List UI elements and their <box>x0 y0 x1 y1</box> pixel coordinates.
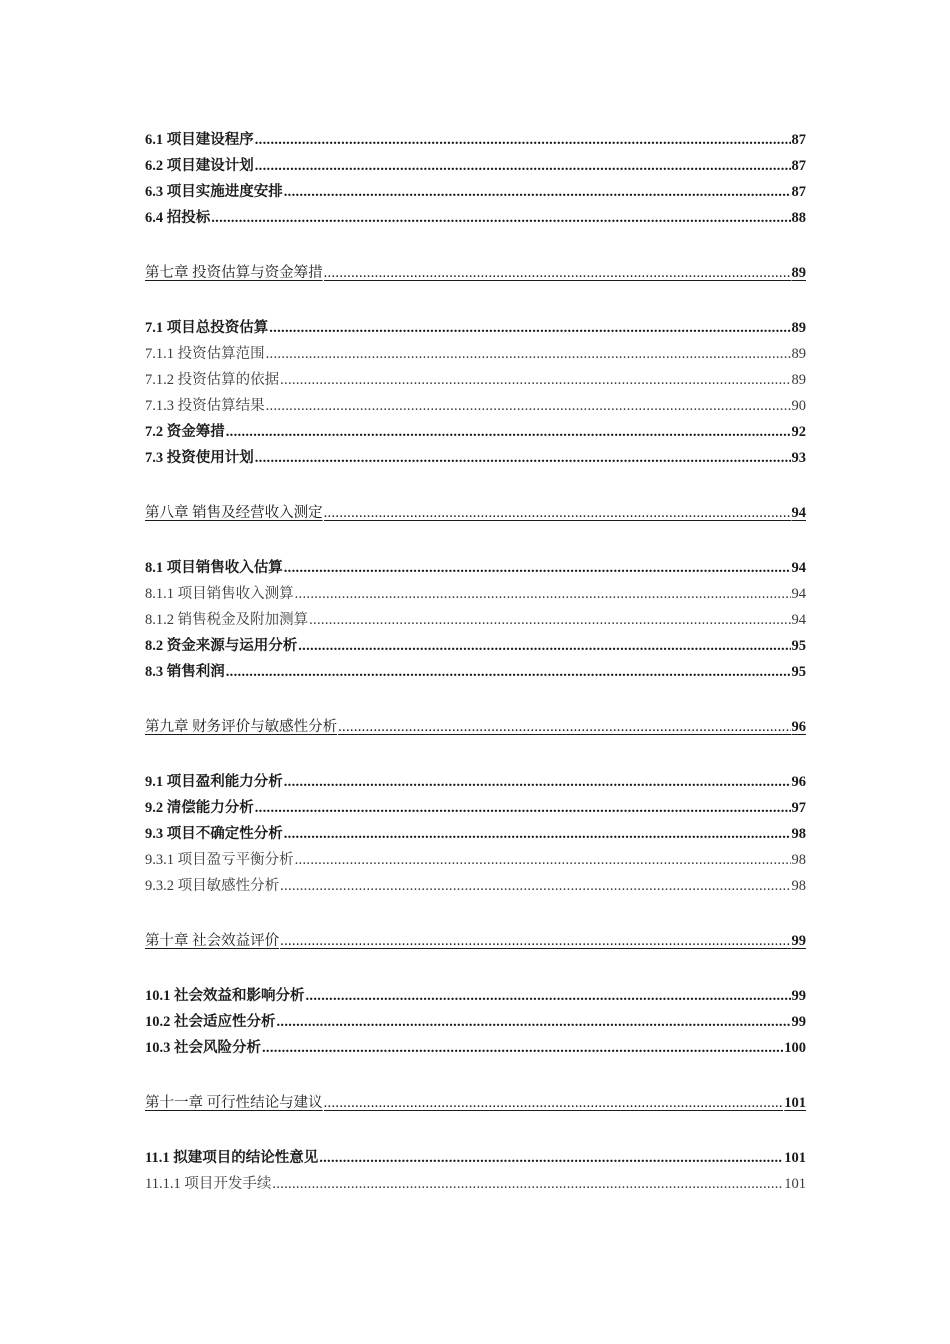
spacer <box>145 1061 806 1090</box>
toc-entry-label: 第九章 财务评价与敏感性分析 <box>145 719 338 735</box>
toc-page-number: 89 <box>791 265 806 281</box>
toc-section-entry[interactable] <box>145 1009 806 1035</box>
toc-page-number: 94 <box>791 586 806 602</box>
toc-section-entry[interactable] <box>145 179 806 205</box>
toc-section-entry[interactable] <box>145 555 806 581</box>
toc-entry-label: 10.1 社会效益和影响分析 <box>145 988 305 1004</box>
toc-section-entry[interactable] <box>145 127 806 153</box>
toc-subsection-entry[interactable] <box>145 847 806 873</box>
toc-page-number: 94 <box>791 612 806 628</box>
dot-leader <box>272 1171 783 1197</box>
dot-leader <box>226 659 791 685</box>
toc-chapter-entry[interactable] <box>145 1090 806 1116</box>
toc-entry-label: 9.3 项目不确定性分析 <box>145 826 283 842</box>
toc-entry-label: 8.1.1 项目销售收入测算 <box>145 586 294 602</box>
toc-entry-label: 8.2 资金来源与运用分析 <box>145 638 298 654</box>
toc-page-number: 94 <box>791 505 806 521</box>
dot-leader <box>284 769 791 795</box>
toc-entry-label: 9.3.2 项目敏感性分析 <box>145 878 280 894</box>
toc-entry-label: 第七章 投资估算与资金筹措 <box>145 265 323 281</box>
toc-entry-label: 7.1.2 投资估算的依据 <box>145 372 280 388</box>
dot-leader <box>298 633 790 659</box>
toc-page-number: 93 <box>791 450 806 466</box>
toc-section-entry[interactable] <box>145 769 806 795</box>
toc-page-number: 87 <box>791 132 806 148</box>
dot-leader <box>277 1009 791 1035</box>
toc-section-entry[interactable] <box>145 821 806 847</box>
toc-page-number: 95 <box>791 664 806 680</box>
spacer <box>145 740 806 769</box>
toc-chapter-entry[interactable] <box>145 500 806 526</box>
toc-page-number: 101 <box>784 1150 806 1166</box>
toc-page-number: 87 <box>791 184 806 200</box>
toc-entry-label: 9.2 清偿能力分析 <box>145 800 254 816</box>
dot-leader <box>262 1035 783 1061</box>
spacer <box>145 954 806 983</box>
dot-leader <box>319 1145 783 1171</box>
dot-leader <box>338 714 790 740</box>
dot-leader <box>284 821 791 847</box>
toc-section-entry[interactable] <box>145 983 806 1009</box>
toc-entry-label: 6.4 招投标 <box>145 210 211 226</box>
toc-chapter-entry[interactable] <box>145 928 806 954</box>
toc-page-number: 97 <box>791 800 806 816</box>
toc-subsection-entry[interactable] <box>145 581 806 607</box>
toc-entry-label: 9.1 项目盈利能力分析 <box>145 774 283 790</box>
toc-entry-label: 10.2 社会适应性分析 <box>145 1014 276 1030</box>
dot-leader <box>255 127 791 153</box>
toc-page-number: 90 <box>791 398 806 414</box>
toc-entry-label: 8.3 销售利润 <box>145 664 225 680</box>
toc-subsection-entry[interactable] <box>145 367 806 393</box>
dot-leader <box>266 393 791 419</box>
toc-subsection-entry[interactable] <box>145 1171 806 1197</box>
toc-page-number: 98 <box>791 826 806 842</box>
toc-page-number: 89 <box>791 346 806 362</box>
toc-entry-label: 6.2 项目建设计划 <box>145 158 254 174</box>
toc-entry-label: 7.2 资金筹措 <box>145 424 225 440</box>
dot-leader <box>324 500 791 526</box>
toc-page-number: 88 <box>791 210 806 226</box>
toc-section-entry[interactable] <box>145 1145 806 1171</box>
toc-page-number: 98 <box>791 878 806 894</box>
toc-entry-label: 8.1 项目销售收入估算 <box>145 560 283 576</box>
toc-entry-label: 7.1.1 投资估算范围 <box>145 346 265 362</box>
toc-entry-label: 第十章 社会效益评价 <box>145 933 280 949</box>
toc-entry-label: 第十一章 可行性结论与建议 <box>145 1095 323 1111</box>
dot-leader <box>284 179 791 205</box>
toc-page-number: 99 <box>791 933 806 949</box>
toc-page-number: 99 <box>791 988 806 1004</box>
spacer <box>145 1116 806 1145</box>
toc-entry-label: 9.3.1 项目盈亏平衡分析 <box>145 852 294 868</box>
toc-entry-label: 6.3 项目实施进度安排 <box>145 184 283 200</box>
dot-leader <box>255 795 791 821</box>
toc-page-number: 94 <box>791 560 806 576</box>
toc-entry-label: 11.1 拟建项目的结论性意见 <box>145 1150 319 1166</box>
dot-leader <box>255 445 791 471</box>
toc-section-entry[interactable] <box>145 659 806 685</box>
toc-page-number: 89 <box>791 372 806 388</box>
toc-section-entry[interactable] <box>145 633 806 659</box>
toc-entry-label: 8.1.2 销售税金及附加测算 <box>145 612 309 628</box>
toc-page-number: 95 <box>791 638 806 654</box>
spacer <box>145 286 806 315</box>
toc-section-entry[interactable] <box>145 205 806 231</box>
toc-section-entry[interactable] <box>145 419 806 445</box>
dot-leader <box>309 607 790 633</box>
toc-section-entry[interactable] <box>145 445 806 471</box>
dot-leader <box>280 873 790 899</box>
spacer <box>145 685 806 714</box>
toc-page-number: 100 <box>784 1040 806 1056</box>
table-of-contents <box>145 127 806 1197</box>
dot-leader <box>306 983 791 1009</box>
dot-leader <box>255 153 791 179</box>
toc-section-entry[interactable] <box>145 795 806 821</box>
toc-chapter-entry[interactable] <box>145 260 806 286</box>
toc-subsection-entry[interactable] <box>145 393 806 419</box>
toc-page-number: 87 <box>791 158 806 174</box>
dot-leader <box>295 581 791 607</box>
dot-leader <box>295 847 791 873</box>
toc-subsection-entry[interactable] <box>145 341 806 367</box>
dot-leader <box>269 315 790 341</box>
spacer <box>145 526 806 555</box>
toc-page-number: 92 <box>791 424 806 440</box>
toc-entry-label: 6.1 项目建设程序 <box>145 132 254 148</box>
toc-chapter-entry[interactable] <box>145 714 806 740</box>
toc-section-entry[interactable] <box>145 1035 806 1061</box>
dot-leader <box>266 341 791 367</box>
toc-page-number: 101 <box>784 1176 806 1192</box>
toc-entry-label: 7.1.3 投资估算结果 <box>145 398 265 414</box>
toc-page-number: 96 <box>791 719 806 735</box>
toc-page-number: 98 <box>791 852 806 868</box>
toc-page-number: 89 <box>791 320 806 336</box>
dot-leader <box>226 419 791 445</box>
spacer <box>145 899 806 928</box>
toc-section-entry[interactable] <box>145 153 806 179</box>
toc-section-entry[interactable] <box>145 315 806 341</box>
dot-leader <box>324 260 791 286</box>
toc-entry-label: 7.3 投资使用计划 <box>145 450 254 466</box>
dot-leader <box>324 1090 784 1116</box>
toc-entry-label: 11.1.1 项目开发手续 <box>145 1176 272 1192</box>
toc-entry-label: 10.3 社会风险分析 <box>145 1040 261 1056</box>
dot-leader <box>211 205 790 231</box>
dot-leader <box>280 928 790 954</box>
toc-subsection-entry[interactable] <box>145 607 806 633</box>
spacer <box>145 471 806 500</box>
dot-leader <box>280 367 790 393</box>
toc-subsection-entry[interactable] <box>145 873 806 899</box>
toc-page-number: 101 <box>784 1095 806 1111</box>
toc-entry-label: 7.1 项目总投资估算 <box>145 320 269 336</box>
toc-entry-label: 第八章 销售及经营收入测定 <box>145 505 323 521</box>
spacer <box>145 231 806 260</box>
dot-leader <box>284 555 791 581</box>
toc-page-number: 96 <box>791 774 806 790</box>
toc-page-number: 99 <box>791 1014 806 1030</box>
